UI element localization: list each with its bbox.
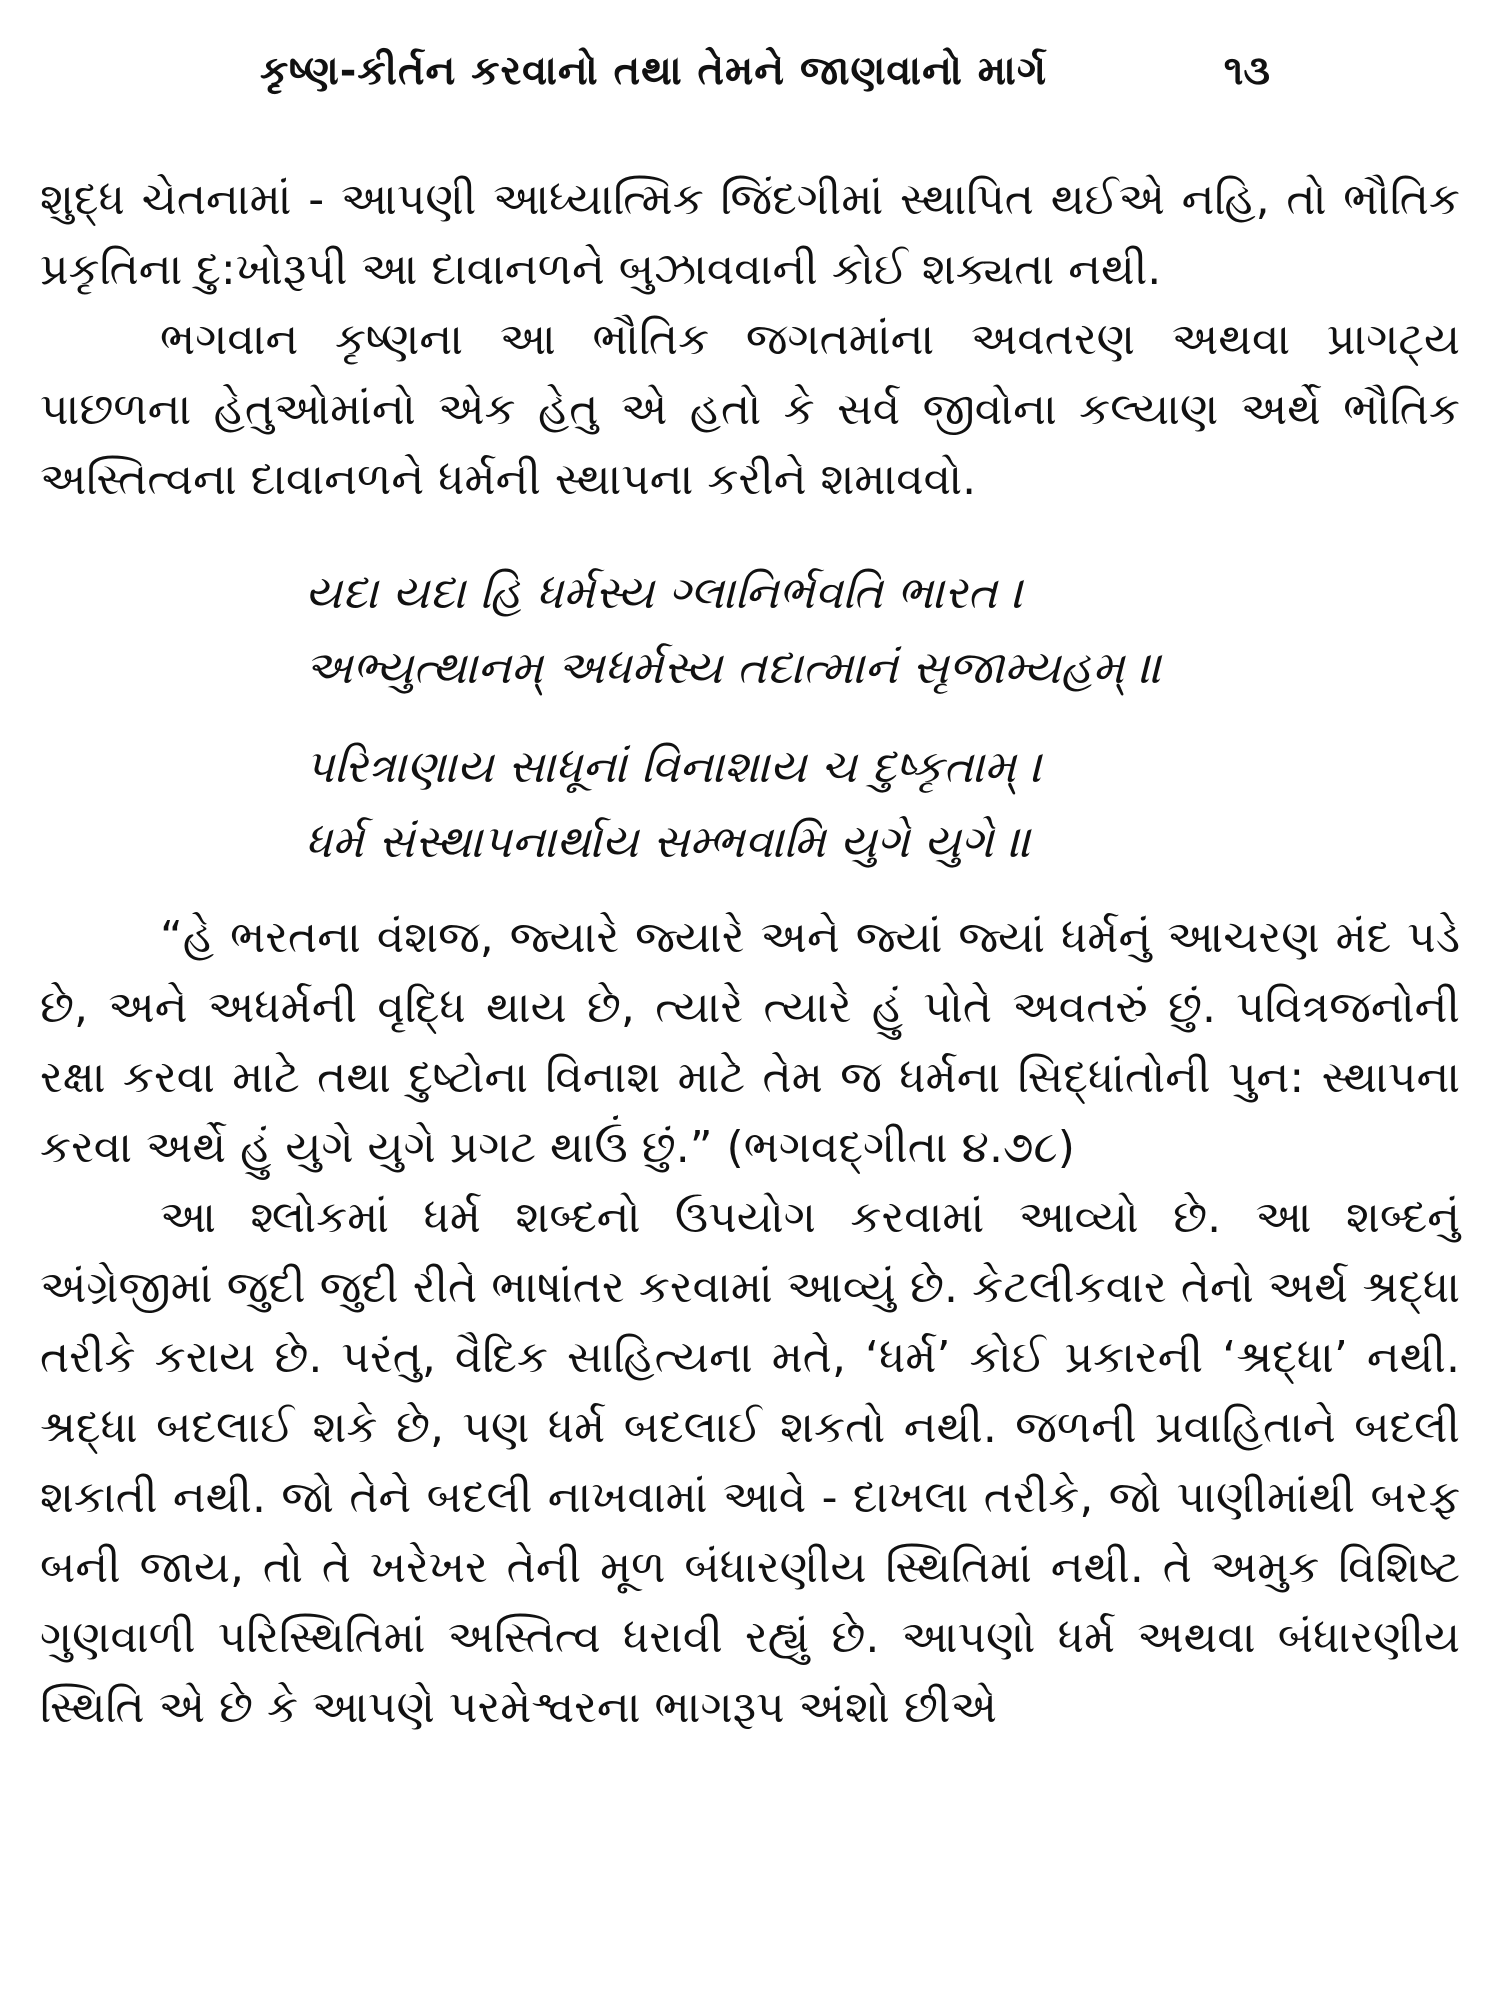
page-number: ૧૩ [1223, 48, 1270, 94]
page-body [40, 165, 1460, 1743]
translation-paragraph: “હે ભરતના વંશજ, જ્યારે જ્યારે અને જ્યાં જ્યાં ધર્મનું આચરણ મંદ પડે છે, અને અધર્મની વૃદ્ધિ થાય છે, ત્યારે ત્યારે હું પોતે અવતરું છું. પવિત્રજનોની રક્ષા કરવા માટે તથા દુષ્ટોના વિનાશ માટે તેમ જ ધર્મના સિદ્ધાંતોની પુન: સ્થાપના કરવા અર્થે હું યુગે યુગે પ્રગટ થાઉં છું.” (ભગવદ્ગીતા ૪.૭૮) [40, 912, 1460, 1173]
paragraph-2: ભગવાન કૃષ્ણના આ ભૌતિક જગતમાંના અવતરણ અથવા પ્રાગટ્ય પાછળના હેતુઓમાંનો એક હેતુ એ હતો કે સર્વ જીવોના કલ્યાણ અર્થે ભૌતિક અસ્તિત્વના દાવાનળને ધર્મની સ્થાપના કરીને શમાવવો. [40, 314, 1460, 505]
paragraph-4: આ શ્લોકમાં ધર્મ શબ્દનો ઉપયોગ કરવામાં આવ્યો છે. આ શબ્દનું અંગ્રેજીમાં જુદી જુદી રીતે ભાષાંતર કરવામાં આવ્યું છે. કેટલીકવાર તેનો અર્થ શ્રદ્ધા તરીકે કરાય છે. પરંતુ, વૈદિક સાહિત્યના મતે, ‘ધર્મ’ કોઈ પ્રકારની ‘શ્રદ્ધા’ નથી. શ્રદ્ધા બદલાઈ શકે છે, પણ ધર્મ બદલાઈ શકતો નથી. જળની પ્રવાહિતાને બદલી શકાતી નથી. જો તેને બદલી નાખવામાં આવે - દાખલા તરીકે, જો પાણીમાંથી બરફ બની જાય, તો તે ખરેખર તેની મૂળ બંધારણીય સ્થિતિમાં નથી. તે અમુક વિશિષ્ટ ગુણવાળી પરિસ્થિતિમાં અસ્તિત્વ ધરાવી રહ્યું છે. આપણો ધર્મ અથવા બંધારણીય સ્થિતિ એ છે કે આપણે પરમેશ્વરના ભાગરૂપ અંશો છીએ [40, 1192, 1460, 1733]
verse-couplet-1 [305, 555, 1460, 705]
verse-line-1: યદા યદા હિ ધર્મસ્ય ગ્લાનિર્ભવતિ ભારત । [305, 566, 1024, 619]
paragraph-1: શુદ્ધ ચેતનામાં - આપણી આધ્યાત્મિક જિંદગીમાં સ્થાપિત થઈએ નહિ, તો ભૌતિક પ્રકૃતિના દુ:ખોરૂપી આ દાવાનળને બુઝાવવાની કોઈ શક્યતા નથી. [40, 174, 1460, 295]
verse-line-3: પરિત્રાણાય સાધૂનાં વિનાશાય ચ દુષ્કૃતામ્ । [305, 740, 1043, 793]
running-title: કૃષ્ણ-કીર્તન કરવાનો તથા તેમને જાણવાનો માર્ગ [260, 48, 1048, 94]
page-header [260, 48, 1270, 118]
sanskrit-verse [305, 555, 1460, 879]
verse-couplet-2 [305, 729, 1460, 879]
verse-line-4: ધર્મ સંસ્થાપનાર્થાય સમ્ભવામિ યુગે યુગે ॥ [305, 815, 1032, 868]
verse-line-2: અભ્યુત્થાનમ્ અધર્મસ્ય તદાત્માનં સૃજામ્યહમ્ ॥ [305, 641, 1163, 694]
